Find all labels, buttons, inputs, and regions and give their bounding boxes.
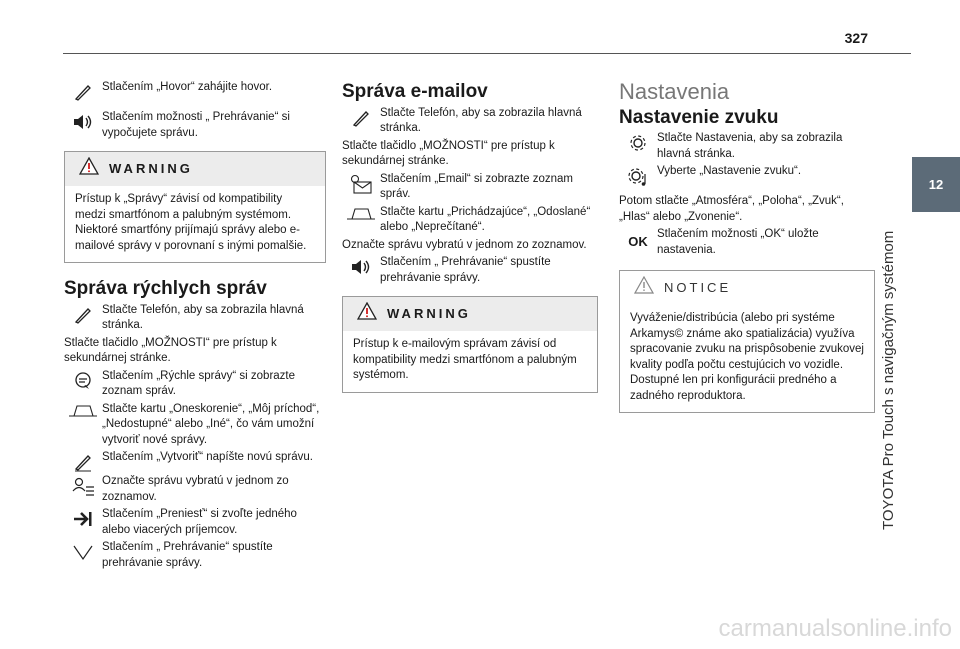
play-row: [342, 255, 598, 286]
options-text: Stlačte tlačidlo „MOŽNOSTI“ pre prístup k sekundárnej stránke.: [64, 336, 277, 364]
quick-row: [64, 369, 326, 400]
watermark: carmanualsonline.info: [718, 615, 952, 642]
tab-icon: [64, 402, 102, 418]
select-text: Označte správu vybratú v jednom zo zoznamov.: [342, 238, 587, 251]
notice-triangle-icon: [634, 276, 654, 300]
pen-icon: [64, 80, 102, 102]
column-1: [64, 80, 326, 573]
options-text: Stlačte tlačidlo „MOŽNOSTI“ pre prístup k sekundárnej stránke.: [342, 139, 555, 167]
select-row: [64, 474, 326, 505]
email-row: [342, 172, 598, 203]
warning-triangle-icon: [79, 157, 99, 181]
notice-header: [620, 271, 874, 305]
select-text: Označte správu vybratú v jednom zo zoznamov.: [102, 475, 289, 503]
chapter-tab: 12: [912, 157, 960, 212]
forward-arrow-icon: [64, 507, 102, 529]
tab-icon: [342, 205, 380, 221]
side-title: TOYOTA Pro Touch s navigačným systémom: [880, 230, 897, 530]
gear-icon: [619, 131, 657, 153]
warning-header: [65, 152, 325, 186]
gear-music-icon: [619, 164, 657, 188]
tabs-text: Stlačte kartu „Prichádzajúce“, „Odoslané“ alebo „Neprečítané“.: [380, 205, 591, 233]
contact-list-icon: [64, 474, 102, 498]
quick-text: Stlačením „Rýchle správy“ si zobrazte zoznam správ.: [102, 369, 296, 397]
phone-text: Stlačte Telefón, aby sa zobrazila hlavná stránka.: [102, 303, 304, 331]
settings-heading: Nastavenia: [619, 79, 730, 104]
play2-text: Stlačením „ Prehrávanie“ spustíte prehrávanie správy.: [102, 541, 273, 569]
email-icon: [342, 172, 380, 194]
play2-row: [64, 540, 326, 571]
ok-row: [619, 227, 875, 258]
email-heading: Správa e-mailov: [342, 81, 488, 102]
column-3: [619, 80, 875, 421]
speaker-icon: [64, 110, 102, 132]
sound-row: [619, 164, 875, 188]
play-text: Stlačením „ Prehrávanie“ spustíte prehrávanie správy.: [380, 256, 551, 284]
warning-text: Prístup k „Správy“ závisí od kompatibility medzi smartfónom a palubným systémom. Niektoré smartfóny prijímajú správy alebo e-mailové správy v porovnaní s inými pomalšie.: [75, 193, 307, 252]
notice-text: Vyváženie/distribúcia (alebo pri systéme Arkamys© známe ako spatializácia) využíva spracovanie zvuku na prispôsobenie zvukovej kvality podľa počtu cestujúcich vo vozidle. Dostupné len pri konfigurácii predného a zadného reproduktora.: [630, 312, 864, 402]
tabs-row: [342, 205, 598, 236]
phone-row: [64, 303, 326, 334]
tabs-row: [64, 402, 326, 449]
page-number: 327: [844, 30, 868, 46]
sound-settings-heading: Nastavenie zvuku: [619, 106, 779, 128]
phone-text: Stlačte Telefón, aby sa zobrazila hlavná stránka.: [380, 106, 582, 134]
quick-messages-heading: Správa rýchlych správ: [64, 278, 267, 299]
play-icon: [64, 540, 102, 562]
ok-text: Stlačením možnosti „OK“ uložte nastavenia.: [657, 228, 819, 256]
write-icon: [64, 450, 102, 472]
call-text: Stlačením „Hovor“ zahájite hovor.: [102, 81, 273, 93]
pen-icon: [64, 303, 102, 325]
atmosphere-text: Potom stlačte „Atmosféra“, „Poloha“, „Zvuk“, „Hlas“ alebo „Zvonenie“.: [619, 195, 844, 223]
notice-label: NOTICE: [664, 280, 732, 296]
settings-row: [619, 131, 875, 162]
tabs-text: Stlačte kartu „Oneskorenie“, „Môj príchod“, „Nedostupné“ alebo „Iné“, čo vám umožní vytvoriť nové správy.: [102, 402, 320, 446]
column-2: [342, 80, 598, 401]
warning-box: [64, 151, 326, 263]
write-text: Stlačením „Vytvoriť“ napíšte novú správu.: [102, 451, 313, 463]
speaker-icon: [342, 255, 380, 277]
warning-header: [343, 297, 597, 331]
write-row: [64, 450, 326, 472]
quick-message-icon: [64, 369, 102, 391]
forward-row: [64, 507, 326, 538]
pen-icon: [342, 106, 380, 128]
warning-box: [342, 296, 598, 393]
sound-text: Vyberte „Nastavenie zvuku“.: [657, 165, 802, 177]
phone-row: [342, 106, 598, 137]
warning-text: Prístup k e-mailovým správam závisí od kompatibility medzi smartfónom a palubným systémom.: [353, 338, 577, 381]
warning-label: WARNING: [387, 306, 471, 322]
play-row: [64, 110, 326, 141]
warning-triangle-icon: [357, 302, 377, 326]
call-row: [64, 80, 326, 102]
email-text: Stlačením „Email“ si zobrazte zoznam správ.: [380, 172, 574, 200]
settings-text: Stlačte Nastavenia, aby sa zobrazila hlavná stránka.: [657, 132, 843, 160]
forward-text: Stlačením „Preniesť“ si zvoľte jedného alebo viacerých príjemcov.: [102, 508, 297, 536]
warning-label: WARNING: [109, 161, 193, 177]
notice-box: [619, 270, 875, 413]
ok-label: OK: [628, 234, 648, 249]
header-rule: [63, 53, 911, 54]
play-text: Stlačením možnosti „ Prehrávanie“ si vypočujete správu.: [102, 111, 290, 139]
